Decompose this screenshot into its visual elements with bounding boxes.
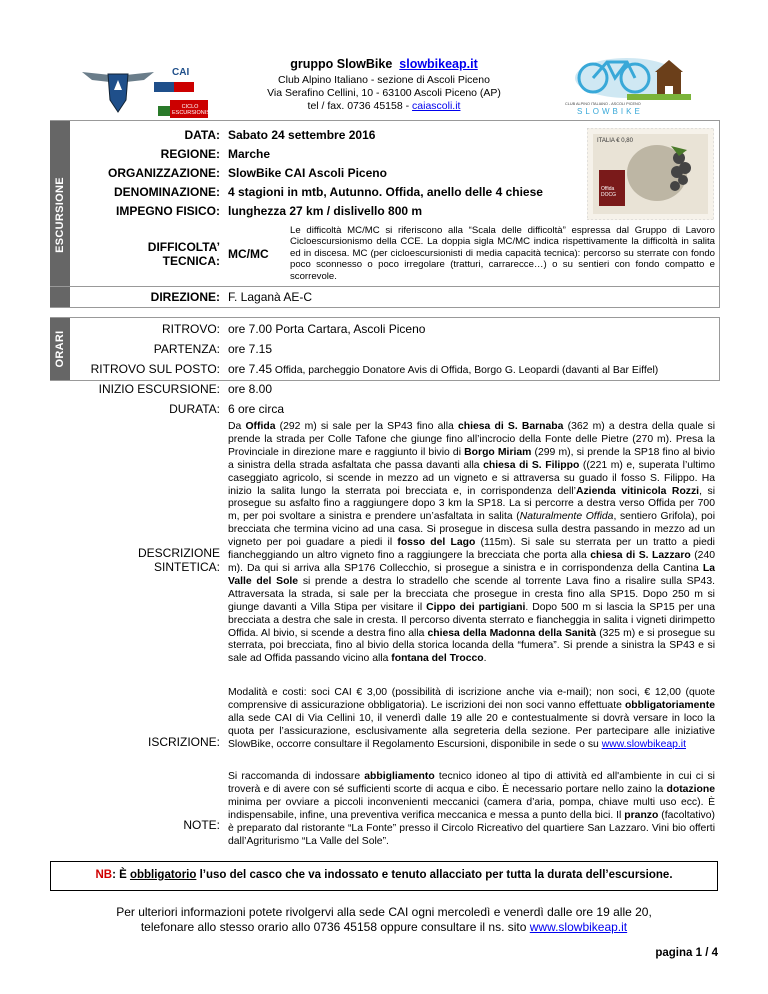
divider-orari-bottom (50, 380, 720, 381)
value-data: Sabato 24 settembre 2016 (228, 128, 376, 142)
footer-line-1: Per ulteriori informazioni potete rivolgervi alla sede CAI ogni mercoledì e venerdì dalle ore 19 alle 20, (116, 905, 652, 919)
divider-orari-right (719, 317, 720, 381)
label-difficolta: DIFFICOLTA’ TECNICA: (147, 240, 220, 268)
label-inizio: INIZIO ESCURSIONE: (98, 382, 220, 396)
descrizione-text: Da Offida (292 m) si sale per la SP43 fino alla chiesa di S. Barnaba (362 m) a destra della quale si prende la strada per Colle Tafone che giunge fino all’incrocio della Fonte delle Pietre (270 m). Presa la Provinciale in direzione mare e raggiunto il bivio di Borgo Miriam (299 m), si prende la SP18 fino al bivio a sinistra della strada asfaltata che passa davanti alla chiesa di S. Filippo ((221 m) e, superata l’ultimo caseggiato agricolo, si scende in mezzo ad un vigneto e si attraversa su guado il fosso S. Filippo. Ha inizio la salita lungo la sterrata poi brecciata e, in corrispondenza dell’Azienda vitinicola Rozzi, si prosegue su asfalto fino a raggiungere dopo 3 km la SP18. La si percorre a destra verso Offida per 700 m, per poi svoltare a sinistra e prendere un’asfaltata in salita (Naturalmente Offida, sentiero Grifola), poi brecciata che termina vicino ad una casa. Si prosegue in discesa sulla destra passando in mezzo ad un vigneto per poi guadare a piedi il fosso del Lago (115m). Si sale su sterrata per un tratto a piedi fiancheggiando un altro vigneto fino a raggiungere la brecciata che porta alla chiesa di S. Lazzaro (240 m). Da qui si arriva alla SP176 Collecchio, si prosegue a sinistra e in corrispondenza della Cantina La Valle del Sole si prende a destra lo stradello che scende al torrente Lava fino a risalire sulla SP43. Attraversata la strada, si sale per la brecciata che prosegue in cresta fino alla SP15. Dopo 250 m si giunge davanti a Villa Stipa per visitare il Cippo dei partigiani. Dopo 500 m si lascia la SP15 per una brecciata a destra che sale in cresta. Il percorso diventa sterrato e fiancheggia in salita i vigneti dirimpetto Offida. Al bivio, si scende a destra fino alla chiesa della Madonna della Sanità (325 m) e si prosegue su sterrata, poi brecciata, fino al bivio della storica locanda della “fumera”. Si prende a sinistra la SP43 e si sale ad Offida passando vicino alla fontana del Trocco. (228, 421, 716, 665)
nb-text: NB: È obbligatorio l’uso del casco che va indossato e tenuto allacciato per tutta la durata dell’escursione. (95, 869, 673, 881)
stamp-caption: Offida DOCG (601, 186, 616, 198)
value-denominazione: 4 stagioni in mtb, Autunno. Offida, anello delle 4 chiese (228, 185, 543, 199)
header-line-1: Club Alpino Italiano - sezione di Ascoli Piceno (278, 74, 490, 86)
label-regione: REGIONE: (160, 147, 220, 161)
divider-right (719, 120, 720, 308)
value-durata: 6 ore circa (228, 402, 285, 416)
value-ritrovo-posto: ore 7.45 Offida, parcheggio Donatore Avis di Offida, Borgo G. Leopardi (davanti al Bar Eiffel) (228, 362, 659, 376)
stamp-image (587, 128, 714, 220)
label-denominazione: DENOMINAZIONE: (114, 185, 220, 199)
footer-link[interactable]: www.slowbikeap.it (529, 920, 628, 934)
header-link[interactable]: slowbikeap.it (399, 57, 478, 71)
tab-escursione: ESCURSIONE (50, 121, 70, 308)
header-line-2: Via Serafino Cellini, 10 - 63100 Ascoli Piceno (AP) (267, 87, 501, 99)
label-data: DATA: (184, 128, 220, 142)
label-durata: DURATA: (169, 402, 220, 416)
value-ritrovo: ore 7.00 Porta Cartara, Ascoli Piceno (228, 322, 426, 336)
value-difficolta: MC/MC (228, 247, 269, 261)
value-direzione: F. Laganà AE-C (228, 290, 313, 304)
slowbike-logo-text: SLOWBIKE (577, 107, 643, 116)
label-partenza: PARTENZA: (153, 342, 220, 356)
label-iscrizione: ISCRIZIONE: (147, 735, 220, 749)
stamp-price: ITALIA € 0,80 (597, 138, 633, 144)
note-text: Si raccomanda di indossare abbigliamento tecnico idoneo al tipo di attività ed all'ambiente in cui ci si troverà e di avere con sé sufficienti scorte di acqua e cibo. È necessario portare nello zaino la dotazione minima per ovviare a piccoli inconvenienti meccanici (camera d’aria, pompa, chiave multi uso ecc). È indispensabile, infine, una preventiva verifica meccanica e messa a punto della bici. Il pranzo (facoltativo) è preparato dal ristorante “La Fonte” presso il Circolo Ricreativo del quartiere San Lazzaro. Vini bio offerti dall’Agriturismo “La Valle del Sole”. (228, 771, 715, 847)
label-ritrovo-posto: RITROVO SUL POSTO: (90, 362, 220, 376)
label-descrizione: DESCRIZIONE SINTETICA: (137, 546, 220, 574)
value-impegno: lunghezza 27 km / dislivello 800 m (228, 204, 423, 218)
label-impegno: IMPEGNO FISICO: (115, 204, 220, 218)
slowbike-logo-sub: CLUB ALPINO ITALIANO - ASCOLI PICENO (565, 102, 641, 106)
divider-direzione (50, 286, 720, 287)
divider-escursione-bottom (50, 307, 720, 308)
value-organizzazione: SlowBike CAI Ascoli Piceno (228, 166, 387, 180)
difficolta-note: Le difficoltà MC/MC si riferiscono alla “Scala delle difficoltà” espressa dal Gruppo di Lavoro Cicloescursionismo della CCE. La doppia sigla MC/MC indica rispettivamente la difficoltà in salita ed in discesa. MC (per cicloescursionisti di media capacità tecnica): percorso su sterrate con fondo poco sconnesso o poco irregolare (tratturi, carrarecce…) o su sentieri con fondo compatto e scorrevole. (290, 225, 715, 282)
cai-logo-text: CAI (172, 67, 190, 78)
divider-orari-top (50, 317, 720, 318)
cai-logo (80, 60, 220, 120)
label-organizzazione: ORGANIZZAZIONE: (108, 166, 220, 180)
cai-logo-sub: CICLO ESCURSIONISMO (172, 104, 219, 116)
iscrizione-text: Modalità e costi: soci CAI € 3,00 (possibilità di iscrizione anche via e-mail); non soci, € 12,00 (quote comprensive di assicurazione obbligatoria). Le iscrizioni dei non soci vanno effettuate obbligatoriamente alla sede CAI di Via Cellini 10, il venerdì dalle 19 alle 20 e contestualmente si dovrà versare in loco la quota per l’assicurazione, esclusivamente alla segreteria della sezione. Per partecipare alle iniziative SlowBike, occorre consultare il Regolamento Escursioni, disponibile in sede o su www.slowbikeap.it (228, 687, 715, 750)
value-regione: Marche (228, 147, 271, 161)
value-inizio: ore 8.00 (228, 382, 273, 396)
header-title: gruppo SlowBike slowbikeap.it (290, 57, 478, 71)
label-direzione: DIREZIONE: (150, 290, 220, 304)
tab-orari: ORARI (50, 318, 70, 380)
page-number: pagina 1 / 4 (655, 947, 718, 959)
header-line-3: tel / fax. 0736 45158 - caiascoli.it (307, 100, 461, 112)
label-ritrovo: RITROVO: (161, 322, 220, 336)
label-note: NOTE: (183, 818, 220, 832)
value-partenza: ore 7.15 (228, 342, 273, 356)
footer-line-2: telefonare allo stesso orario allo 0736 45158 oppure consultare il ns. sito www.slowbikeap.it (140, 920, 628, 934)
iscrizione-link[interactable]: www.slowbikeap.it (601, 738, 686, 750)
slowbike-logo (565, 52, 695, 116)
cai-link[interactable]: caiascoli.it (412, 100, 461, 112)
divider-top (50, 120, 720, 121)
